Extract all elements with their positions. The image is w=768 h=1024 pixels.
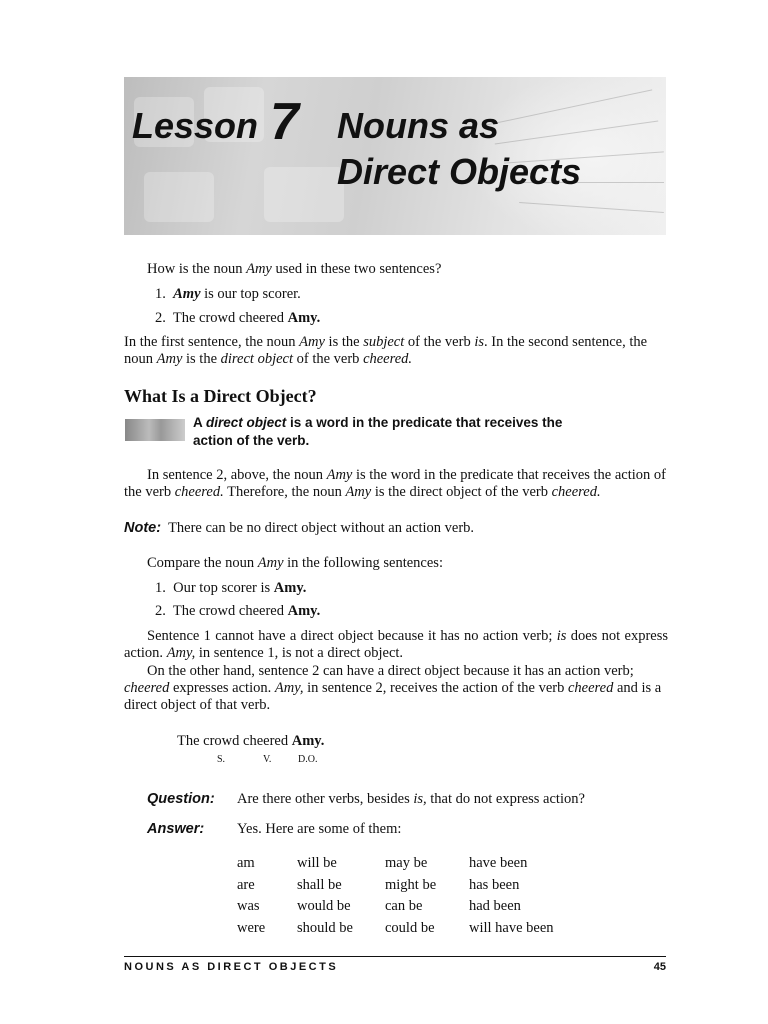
paragraph-2: Sentence 1 cannot have a direct object because it has no action verb; is does not express action. Amy, in sentence 1, is not a direct object.: [124, 628, 668, 661]
verb-item: were: [237, 919, 266, 936]
verb-item: will be: [297, 855, 337, 871]
label-subject: S.: [217, 754, 226, 765]
banner-keyboard-key: [144, 172, 214, 222]
verb-item: might be: [385, 876, 437, 893]
verb-item: have been: [469, 855, 528, 871]
intro-sentence-1: 1. Amy is our top scorer.: [155, 286, 301, 302]
definition-box: A direct object is a word in the predicate that receives the action of the verb.: [193, 415, 563, 448]
paragraph-1: In sentence 2, above, the noun Amy is the word in the predicate that receives the action of the verb cheered. Therefore, the noun Amy is the direct object of the verb cheered.: [124, 467, 666, 500]
example-sentence: The crowd cheered Amy.: [177, 733, 325, 749]
lesson-title-line2: Direct Objects: [337, 151, 582, 192]
verb-item: am: [237, 855, 255, 871]
verb-item: shall be: [297, 876, 342, 893]
intro-question: How is the noun Amy used in these two sentences?: [147, 261, 442, 277]
verb-item: are: [237, 876, 255, 893]
banner-book-page-line: [495, 121, 659, 145]
verb-item: may be: [385, 855, 428, 871]
verb-item: can be: [385, 898, 423, 914]
verb-item: had been: [469, 898, 521, 914]
verb-column-3: [385, 853, 436, 939]
footer-page-number: 45: [653, 961, 666, 973]
banner-keyboard-key: [264, 167, 344, 222]
verb-item: has been: [469, 876, 520, 893]
label-verb: V.: [263, 754, 272, 765]
answer-text: Yes. Here are some of them:: [237, 821, 402, 837]
footer-rule: [124, 956, 666, 957]
label-direct-object: D.O.: [298, 754, 318, 765]
section-heading: What Is a Direct Object?: [124, 386, 317, 406]
footer-running-title: NOUNS AS DIRECT OBJECTS: [124, 961, 339, 973]
verb-item: will have been: [469, 919, 554, 936]
book-icon: [125, 419, 185, 441]
note-label: Note:: [124, 520, 162, 536]
verb-item: was: [237, 898, 260, 914]
question-label: Question:: [147, 791, 215, 807]
verb-item: should be: [297, 919, 353, 936]
compare-intro: Compare the noun Amy in the following sentences:: [147, 555, 443, 571]
verb-item: would be: [297, 898, 351, 914]
verb-column-2: [297, 853, 353, 939]
lesson-number: 7: [270, 93, 299, 151]
note-text: There can be no direct object without an action verb.: [168, 520, 475, 536]
intro-explanation: In the first sentence, the noun Amy is the subject of the verb is. In the second sentence, the noun Amy is the direct object of the verb cheered.: [124, 334, 648, 367]
banner-book-page-line: [519, 202, 664, 213]
verb-column-1: [237, 853, 265, 939]
lesson-title-line1: Nouns as: [337, 105, 500, 146]
lesson-word: Lesson: [132, 105, 259, 146]
question-text: Are there other verbs, besides is, that do not express action?: [237, 791, 585, 807]
note: [124, 520, 474, 537]
verb-column-4: [469, 853, 554, 939]
banner-book-page-line: [486, 89, 652, 125]
verb-item: could be: [385, 919, 435, 936]
answer-label: Answer:: [147, 821, 205, 837]
compare-sentence-2: 2. The crowd cheered Amy.: [155, 603, 321, 619]
lesson-banner: [124, 77, 666, 235]
paragraph-3: On the other hand, sentence 2 can have a direct object because it has an action verb; cheered expresses action. Amy, in sentence 2, receives the action of the verb cheered and is a direct object of that verb.: [124, 663, 662, 713]
compare-sentence-1: 1. Our top scorer is Amy.: [155, 580, 307, 596]
intro-sentence-2: 2. The crowd cheered Amy.: [155, 310, 321, 326]
